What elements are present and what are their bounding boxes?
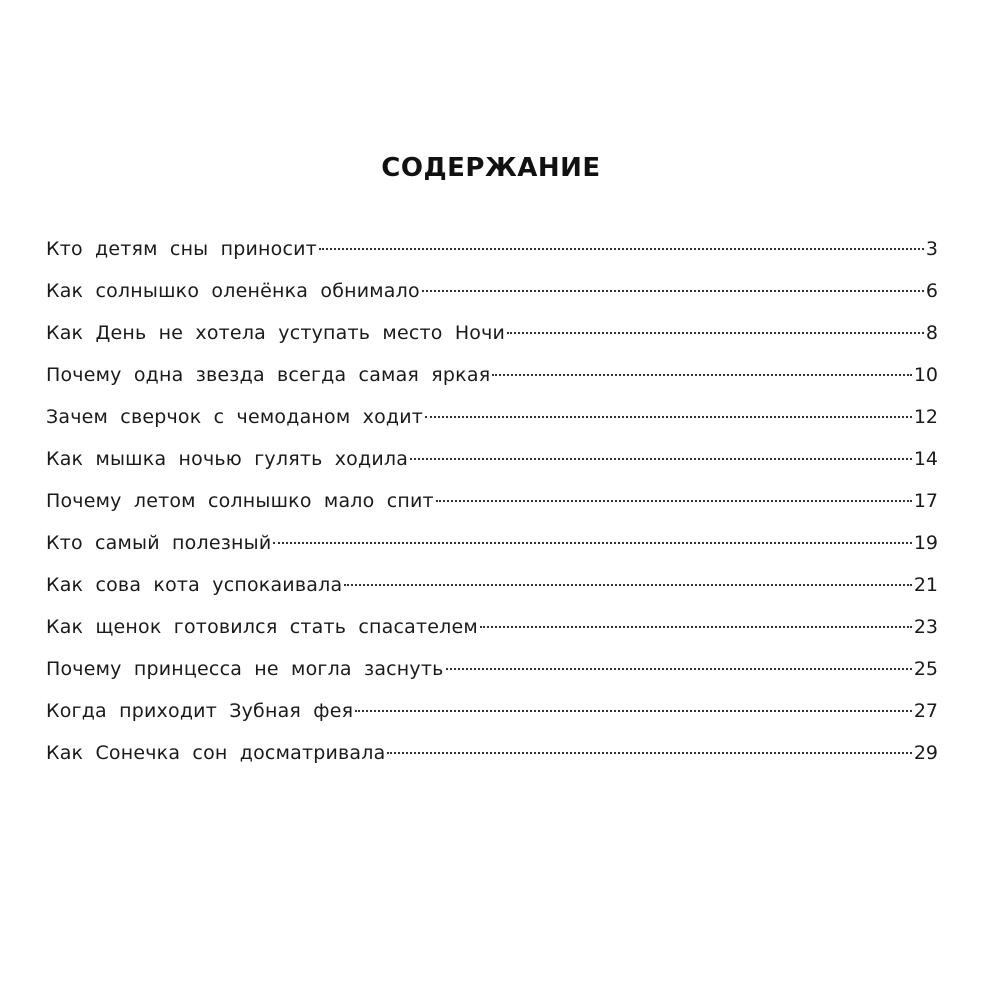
toc-entry: [46, 690, 938, 732]
toc-page-number: 29: [913, 742, 938, 764]
toc-leader-dots: [344, 584, 912, 586]
toc-entry: [46, 354, 938, 396]
toc-entry-title: Почему принцесса не могла заснуть: [46, 658, 444, 680]
toc-entry: [46, 606, 938, 648]
toc-entry-title: Кто детям сны приносит: [46, 238, 317, 260]
toc-entry: [46, 270, 938, 312]
toc-entry-title: Как мышка ночью гулять ходила: [46, 448, 409, 470]
table-of-contents: [46, 228, 938, 774]
toc-leader-dots: [410, 458, 912, 460]
toc-page-number: 23: [913, 616, 938, 638]
toc-entry-title: Как солнышко оленёнка обнимало: [46, 280, 420, 302]
toc-entry: [46, 438, 938, 480]
toc-entry-title: Как сова кота успокаивала: [46, 574, 343, 596]
toc-leader-dots: [355, 710, 912, 712]
toc-entry-title: Кто самый полезный: [46, 532, 272, 554]
toc-entry: [46, 522, 938, 564]
toc-page-number: 3: [925, 238, 938, 260]
toc-leader-dots: [273, 542, 911, 544]
toc-entry: [46, 564, 938, 606]
toc-leader-dots: [425, 416, 912, 418]
toc-leader-dots: [436, 500, 912, 502]
toc-page-number: 17: [913, 490, 938, 512]
toc-entry: [46, 312, 938, 354]
toc-entry: [46, 480, 938, 522]
toc-entry: [46, 228, 938, 270]
page-title: СОДЕРЖАНИЕ: [381, 153, 601, 183]
toc-leader-dots: [319, 248, 924, 250]
toc-leader-dots: [446, 668, 912, 670]
toc-entry: [46, 732, 938, 774]
toc-page-number: 21: [913, 574, 938, 596]
toc-entry-title: Почему летом солнышко мало спит: [46, 490, 434, 512]
toc-entry-title: Как щенок готовился стать спасателем: [46, 616, 478, 638]
toc-entry: [46, 396, 938, 438]
toc-page-number: 19: [913, 532, 938, 554]
toc-entry-title: Как День не хотела уступать место Ночи: [46, 322, 506, 344]
toc-entry-title: Зачем сверчок с чемоданом ходит: [46, 406, 424, 428]
toc-page-number: 14: [913, 448, 938, 470]
toc-leader-dots: [507, 332, 924, 334]
toc-page-number: 25: [913, 658, 938, 680]
toc-entry-title: Почему одна звезда всегда самая яркая: [46, 364, 491, 386]
toc-leader-dots: [492, 374, 911, 376]
toc-leader-dots: [422, 290, 924, 292]
toc-page-number: 8: [925, 322, 938, 344]
toc-leader-dots: [480, 626, 912, 628]
toc-leader-dots: [387, 752, 911, 754]
toc-page-number: 6: [925, 280, 938, 302]
toc-entry-title: Как Сонечка сон досматривала: [46, 742, 386, 764]
toc-entry: [46, 648, 938, 690]
toc-page-number: 12: [913, 406, 938, 428]
toc-page-number: 10: [913, 364, 938, 386]
toc-page-number: 27: [913, 700, 938, 722]
toc-entry-title: Когда приходит Зубная фея: [46, 700, 354, 722]
